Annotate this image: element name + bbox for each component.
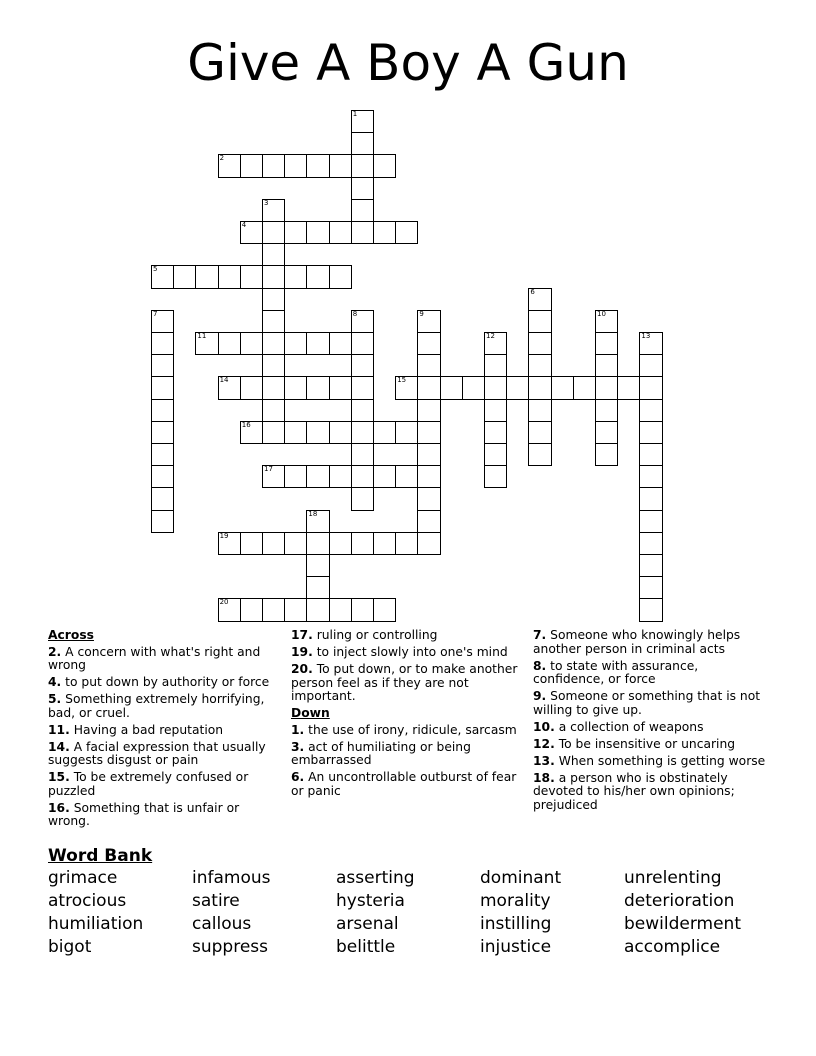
clues-column-3: [533, 629, 773, 816]
grid-cell[interactable]: [173, 265, 196, 288]
grid-cell[interactable]: [528, 376, 551, 399]
grid-cell[interactable]: [417, 310, 440, 333]
grid-cell[interactable]: [284, 154, 307, 177]
grid-cell[interactable]: [351, 354, 374, 377]
grid-cell[interactable]: [595, 376, 618, 399]
grid-cell[interactable]: [595, 354, 618, 377]
grid-cell[interactable]: [351, 154, 374, 177]
grid-cell[interactable]: [284, 465, 307, 488]
grid-cell[interactable]: [240, 532, 263, 555]
across-clue-list-continued: [291, 629, 519, 704]
word-bank-word: deterioration: [624, 891, 735, 911]
grid-cell[interactable]: [151, 399, 174, 422]
grid-cell[interactable]: [639, 532, 662, 555]
clue-text: When something is getting worse: [554, 753, 766, 768]
grid-cell[interactable]: [528, 421, 551, 444]
grid-cell[interactable]: [306, 532, 329, 555]
clue-text: a person who is obstinately devoted to his/her own opinions; prejudiced: [533, 770, 735, 812]
clue-number: 10: [597, 309, 606, 318]
clue-number: 9: [419, 309, 424, 318]
word-bank-word: bigot: [48, 937, 92, 957]
clue-number: 11: [197, 332, 207, 340]
grid-cell[interactable]: [262, 265, 285, 288]
grid-cell[interactable]: [284, 532, 307, 555]
clue-number: 1: [352, 110, 358, 118]
clue-number-label: 18.: [533, 770, 555, 785]
down-clue: [533, 738, 773, 752]
grid-cell[interactable]: [351, 598, 374, 621]
word-bank: [48, 867, 768, 959]
across-clue: [48, 771, 276, 798]
across-clue: [48, 802, 276, 829]
down-clue: [533, 660, 773, 687]
clue-number: 3: [264, 198, 269, 207]
clue-text: the use of irony, ridicule, sarcasm: [304, 722, 517, 737]
clue-text: a collection of weapons: [554, 719, 704, 734]
grid-cell[interactable]: [639, 399, 662, 422]
clue-number: 19: [219, 531, 229, 540]
grid-cell[interactable]: [284, 332, 307, 355]
grid-cell[interactable]: [351, 132, 374, 155]
across-clue: [291, 646, 519, 660]
grid-cell[interactable]: [329, 154, 352, 177]
grid-cell[interactable]: [528, 332, 551, 355]
grid-cell[interactable]: [329, 465, 352, 488]
clue-text: to inject slowly into one's mind: [312, 645, 508, 659]
grid-cell[interactable]: [218, 376, 241, 399]
grid-cell[interactable]: [373, 154, 396, 177]
word-bank-word: atrocious: [48, 891, 127, 911]
grid-cell[interactable]: [528, 288, 551, 311]
grid-cell[interactable]: [395, 532, 418, 555]
grid-cell[interactable]: [351, 532, 374, 555]
grid-cell[interactable]: [417, 376, 440, 399]
grid-cell[interactable]: [595, 399, 618, 422]
grid-cell[interactable]: [329, 598, 352, 621]
grid-cell[interactable]: [351, 465, 374, 488]
grid-cell[interactable]: [462, 376, 485, 399]
grid-cell[interactable]: [395, 221, 418, 244]
across-clue: [48, 741, 276, 768]
grid-cell[interactable]: [284, 421, 307, 444]
grid-cell[interactable]: [151, 487, 174, 510]
grid-cell[interactable]: [373, 532, 396, 555]
clue-text: A concern with what's right and wrong: [48, 644, 261, 672]
across-clue: [48, 693, 276, 720]
grid-cell[interactable]: [395, 465, 418, 488]
across-clue-list: [48, 646, 276, 829]
grid-cell[interactable]: [262, 376, 285, 399]
grid-cell[interactable]: [639, 598, 662, 621]
grid-cell[interactable]: [329, 332, 352, 355]
down-clue: [533, 755, 773, 769]
grid-cell[interactable]: [484, 332, 507, 355]
grid-cell[interactable]: [417, 465, 440, 488]
grid-cell[interactable]: [262, 598, 285, 621]
word-bank-word: callous: [192, 914, 252, 934]
clue-text: Someone who knowingly helps another person in criminal acts: [533, 628, 741, 656]
grid-cell[interactable]: [417, 399, 440, 422]
clue-text: to state with assurance, confidence, or force: [533, 658, 699, 686]
clue-number-label: 2.: [48, 644, 62, 659]
grid-cell[interactable]: [151, 443, 174, 466]
grid-cell[interactable]: [151, 332, 174, 355]
clue-number: 17: [264, 465, 273, 474]
grid-cell[interactable]: [151, 421, 174, 444]
clue-number-label: 11.: [48, 722, 70, 737]
grid-cell[interactable]: [262, 421, 285, 444]
grid-cell[interactable]: [528, 443, 551, 466]
down-clue: [291, 724, 519, 738]
grid-cell[interactable]: [417, 421, 440, 444]
grid-cell[interactable]: [528, 354, 551, 377]
clue-text: Something extremely horrifying, bad, or cruel.: [48, 692, 265, 720]
clue-number: 6: [530, 287, 535, 296]
clue-text: To be insensitive or uncaring: [554, 736, 736, 751]
grid-cell[interactable]: [351, 399, 374, 422]
grid-cell[interactable]: [262, 399, 285, 422]
grid-cell[interactable]: [306, 376, 329, 399]
clue-number-label: 20.: [291, 662, 313, 676]
word-bank-word: bewilderment: [624, 914, 741, 934]
clue-number-label: 8.: [533, 658, 547, 673]
clue-number: 4: [241, 221, 247, 229]
grid-cell[interactable]: [329, 221, 352, 244]
grid-cell[interactable]: [417, 532, 440, 555]
grid-cell[interactable]: [484, 354, 507, 377]
grid-cell[interactable]: [240, 221, 263, 244]
clue-number: 20: [219, 598, 229, 607]
word-bank-word: instilling: [480, 914, 552, 934]
across-clue: [291, 629, 519, 643]
clue-number: 8: [352, 309, 358, 318]
grid-cell[interactable]: [240, 598, 263, 621]
clue-number: 2: [219, 154, 225, 163]
clue-text: Something that is unfair or wrong.: [48, 800, 240, 828]
grid-cell[interactable]: [306, 421, 329, 444]
grid-cell[interactable]: [484, 465, 507, 488]
grid-cell[interactable]: [506, 376, 529, 399]
grid-cell[interactable]: [262, 199, 285, 222]
across-clue: [48, 646, 276, 673]
grid-cell[interactable]: [306, 154, 329, 177]
word-bank-word: accomplice: [624, 937, 721, 957]
grid-cell[interactable]: [351, 487, 374, 510]
grid-cell[interactable]: [351, 310, 374, 333]
clue-number-label: 14.: [48, 739, 70, 754]
grid-cell[interactable]: [306, 554, 329, 577]
grid-cell[interactable]: [595, 310, 618, 333]
clue-number-label: 7.: [533, 628, 547, 642]
grid-cell[interactable]: [284, 598, 307, 621]
grid-cell[interactable]: [306, 221, 329, 244]
grid-cell[interactable]: [395, 421, 418, 444]
clue-number: 18: [308, 509, 318, 518]
clues-column-1: [48, 629, 276, 832]
grid-cell[interactable]: [284, 221, 307, 244]
clue-number-label: 9.: [533, 689, 547, 703]
grid-cell[interactable]: [329, 532, 352, 555]
grid-cell[interactable]: [639, 487, 662, 510]
word-bank-word: suppress: [192, 937, 269, 957]
grid-cell[interactable]: [284, 376, 307, 399]
down-heading: Down: [291, 706, 330, 720]
grid-cell[interactable]: [262, 354, 285, 377]
grid-cell[interactable]: [240, 421, 263, 444]
grid-cell[interactable]: [329, 421, 352, 444]
grid-cell[interactable]: [240, 332, 263, 355]
grid-cell[interactable]: [218, 154, 241, 177]
word-bank-word: grimace: [48, 868, 118, 888]
clue-number-label: 6.: [291, 770, 305, 784]
across-clue: [291, 663, 519, 704]
clue-text: to put down by authority or force: [61, 675, 270, 689]
clue-number-label: 4.: [48, 675, 62, 689]
grid-cell[interactable]: [218, 265, 241, 288]
clue-number-label: 13.: [533, 753, 555, 768]
clue-number-label: 15.: [48, 770, 70, 784]
down-clue: [291, 771, 519, 798]
clue-number-label: 1.: [291, 722, 305, 737]
grid-cell[interactable]: [639, 421, 662, 444]
grid-cell[interactable]: [417, 354, 440, 377]
grid-cell[interactable]: [373, 421, 396, 444]
clue-number-label: 5.: [48, 692, 62, 706]
word-bank-word: belittle: [336, 937, 396, 957]
grid-cell[interactable]: [373, 465, 396, 488]
grid-cell[interactable]: [351, 443, 374, 466]
clue-text: Having a bad reputation: [69, 722, 224, 737]
grid-cell[interactable]: [417, 510, 440, 533]
grid-cell[interactable]: [417, 487, 440, 510]
word-bank-word: satire: [192, 891, 240, 911]
across-clue: [48, 724, 276, 738]
grid-cell[interactable]: [218, 332, 241, 355]
clue-number-label: 3.: [291, 739, 305, 754]
grid-cell[interactable]: [284, 265, 307, 288]
clue-text: act of humiliating or being embarrassed: [291, 739, 471, 767]
down-clue: [533, 690, 773, 717]
grid-cell[interactable]: [484, 443, 507, 466]
clue-number: 14: [219, 376, 229, 385]
grid-cell[interactable]: [262, 154, 285, 177]
clue-text: To be extremely confused or puzzled: [48, 770, 249, 798]
grid-cell[interactable]: [417, 443, 440, 466]
down-clue: [533, 721, 773, 735]
clue-text: ruling or controlling: [312, 628, 438, 642]
grid-cell[interactable]: [351, 221, 374, 244]
grid-cell[interactable]: [639, 376, 662, 399]
clue-number: 16: [241, 420, 251, 429]
grid-cell[interactable]: [639, 354, 662, 377]
grid-cell[interactable]: [262, 243, 285, 266]
grid-cell[interactable]: [195, 265, 218, 288]
page-title: Give A Boy A Gun: [187, 34, 629, 92]
grid-cell[interactable]: [484, 399, 507, 422]
clue-text: An uncontrollable outburst of fear or panic: [291, 770, 517, 798]
clue-text: To put down, or to make another person feel as if they are not important.: [291, 662, 518, 703]
grid-cell[interactable]: [617, 376, 640, 399]
grid-cell[interactable]: [351, 199, 374, 222]
grid-cell[interactable]: [373, 221, 396, 244]
grid-cell[interactable]: [306, 332, 329, 355]
grid-cell[interactable]: [240, 265, 263, 288]
word-bank-word: injustice: [480, 937, 552, 957]
grid-cell[interactable]: [639, 576, 662, 599]
grid-cell[interactable]: [639, 332, 662, 355]
clue-number: 13: [641, 332, 651, 340]
grid-cell[interactable]: [306, 576, 329, 599]
across-heading: Across: [48, 628, 94, 642]
grid-cell[interactable]: [595, 332, 618, 355]
grid-cell[interactable]: [573, 376, 596, 399]
grid-cell[interactable]: [351, 421, 374, 444]
word-bank-word: infamous: [192, 868, 271, 888]
grid-cell[interactable]: [240, 154, 263, 177]
grid-cell[interactable]: [528, 399, 551, 422]
clue-number: 7: [153, 309, 158, 318]
clue-number: 15: [397, 376, 407, 385]
word-bank-word: hysteria: [336, 891, 405, 911]
word-bank-word: asserting: [336, 868, 415, 888]
grid-cell[interactable]: [639, 554, 662, 577]
grid-cell[interactable]: [440, 376, 463, 399]
grid-cell[interactable]: [551, 376, 574, 399]
grid-cell[interactable]: [151, 354, 174, 377]
down-clue-list-continued: [533, 629, 773, 812]
grid-cell[interactable]: [484, 421, 507, 444]
grid-cell[interactable]: [195, 332, 218, 355]
grid-cell[interactable]: [484, 376, 507, 399]
grid-cell[interactable]: [306, 265, 329, 288]
grid-cell[interactable]: [417, 332, 440, 355]
word-bank-word: humiliation: [48, 914, 144, 934]
clue-number-label: 12.: [533, 736, 555, 751]
grid-cell[interactable]: [262, 332, 285, 355]
grid-cell[interactable]: [306, 598, 329, 621]
word-bank-word: arsenal: [336, 914, 399, 934]
grid-cell[interactable]: [351, 177, 374, 200]
grid-cell[interactable]: [151, 510, 174, 533]
grid-cell[interactable]: [595, 443, 618, 466]
grid-cell[interactable]: [528, 310, 551, 333]
grid-cell[interactable]: [151, 310, 174, 333]
grid-cell[interactable]: [240, 376, 263, 399]
down-clue: [533, 629, 773, 656]
grid-cell[interactable]: [373, 598, 396, 621]
grid-cell[interactable]: [351, 110, 374, 133]
grid-cell[interactable]: [351, 332, 374, 355]
clue-number: 5: [153, 265, 158, 274]
across-clue: [48, 676, 276, 690]
clue-number-label: 19.: [291, 645, 313, 659]
grid-cell[interactable]: [218, 598, 241, 621]
grid-cell[interactable]: [329, 376, 352, 399]
grid-cell[interactable]: [151, 265, 174, 288]
clue-number-label: 16.: [48, 800, 70, 815]
word-bank-word: morality: [480, 891, 551, 911]
grid-cell[interactable]: [395, 376, 418, 399]
grid-cell[interactable]: [262, 310, 285, 333]
word-bank-word: dominant: [480, 868, 562, 888]
grid-cell[interactable]: [262, 221, 285, 244]
clues-column-2: [291, 629, 519, 802]
clue-text: A facial expression that usually suggests disgust or pain: [48, 739, 266, 767]
word-bank-title: Word Bank: [48, 846, 153, 866]
grid-cell[interactable]: [639, 510, 662, 533]
grid-cell[interactable]: [639, 443, 662, 466]
grid-cell[interactable]: [262, 288, 285, 311]
grid-cell[interactable]: [151, 465, 174, 488]
grid-cell[interactable]: [262, 532, 285, 555]
grid-cell[interactable]: [306, 465, 329, 488]
clue-number: 12: [486, 332, 495, 340]
grid-cell[interactable]: [218, 532, 241, 555]
grid-cell[interactable]: [262, 465, 285, 488]
clue-number-label: 10.: [533, 719, 555, 734]
down-clue: [291, 741, 519, 768]
grid-cell[interactable]: [329, 265, 352, 288]
grid-cell[interactable]: [595, 421, 618, 444]
word-bank-word: unrelenting: [624, 868, 722, 888]
grid-cell[interactable]: [151, 376, 174, 399]
grid-cell[interactable]: [639, 465, 662, 488]
grid-cell[interactable]: [351, 376, 374, 399]
clue-text: Someone or something that is not willing to give up.: [533, 689, 761, 717]
grid-cell[interactable]: [306, 510, 329, 533]
down-clue-list: [291, 724, 519, 799]
clue-number-label: 17.: [291, 628, 313, 642]
down-clue: [533, 772, 773, 813]
